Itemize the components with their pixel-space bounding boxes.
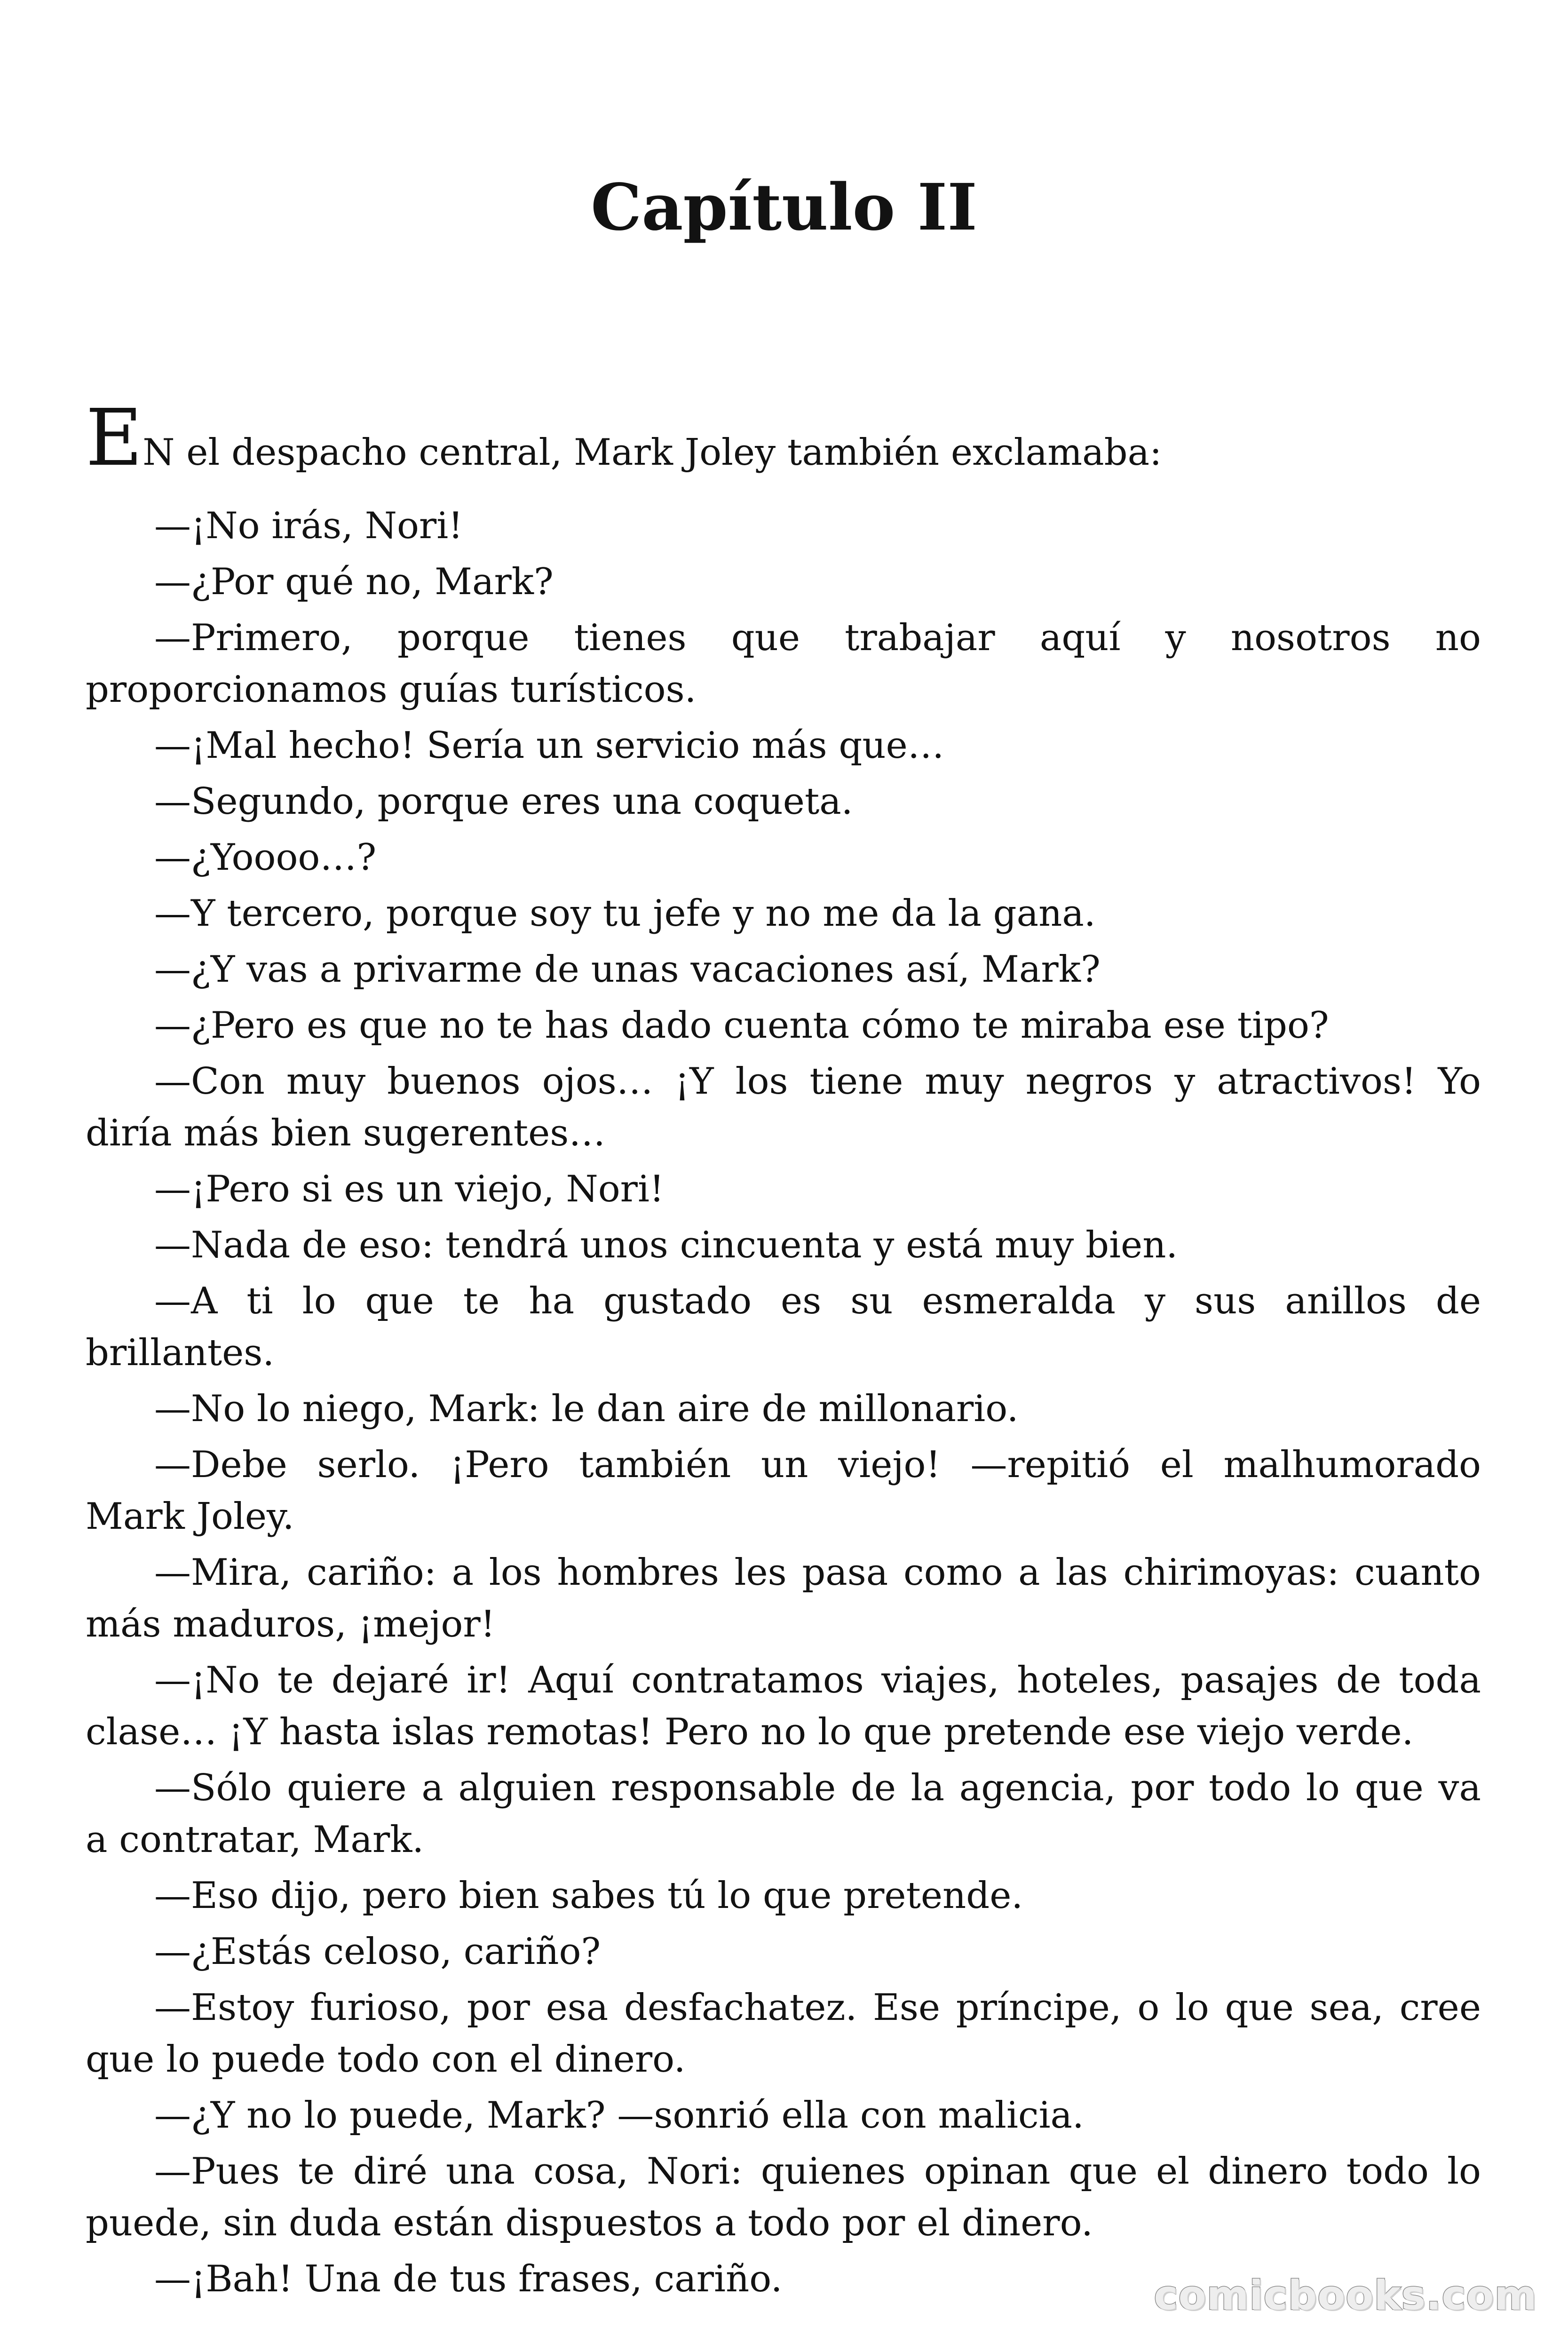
text-line: puede, sin duda están dispuestos a todo por el dinero. (86, 2202, 1093, 2244)
text-line: —¿Pero es que no te has dado cuenta cómo te miraba ese tipo? (154, 1004, 1329, 1047)
text-line: —¡No te dejaré ir! Aquí contratamos viajes, hoteles, pasajes de toda (154, 1659, 1481, 1701)
text-line: —¿Yoooo…? (154, 836, 377, 879)
dialogue-paragraph (86, 612, 1481, 715)
dialogue-paragraph (86, 500, 1481, 552)
text-line: más maduros, ¡mejor! (86, 1603, 496, 1645)
text-line: Mark Joley. (86, 1495, 294, 1538)
chapter-title: Capítulo II (591, 170, 977, 245)
opening-line-text: N el despacho central, Mark Joley también exclamaba: (143, 431, 1162, 474)
text-line: brillantes. (86, 1332, 275, 1374)
dialogue-paragraph (86, 2145, 1481, 2249)
text-line: —Mira, cariño: a los hombres les pasa como a las chirimoyas: cuanto (154, 1551, 1481, 1594)
text-line: —Estoy furioso, por esa desfachatez. Ese príncipe, o lo que sea, cree (154, 1986, 1481, 2029)
text-line: —A ti lo que te ha gustado es su esmeralda y sus anillos de (154, 1280, 1481, 1322)
opening-paragraph (86, 393, 1481, 484)
text-line: —¿Estás celoso, cariño? (154, 1931, 601, 1973)
text-line: —¡Mal hecho! Sería un servicio más que… (154, 724, 944, 767)
text-line: —Con muy buenos ojos… ¡Y los tiene muy negros y atractivos! Yo (154, 1060, 1481, 1103)
text-line: —¿Y no lo puede, Mark? —sonrió ella con malicia. (154, 2094, 1084, 2137)
dialogue-paragraph (86, 832, 1481, 883)
text-line: —¿Por qué no, Mark? (154, 561, 554, 603)
chapter-body (86, 393, 1481, 2305)
dialogue-paragraph (86, 1056, 1481, 1159)
dialogue-paragraph (86, 888, 1481, 939)
dialogue-paragraph (86, 1654, 1481, 1758)
dialogue-paragraph (86, 1926, 1481, 1978)
dialogue-paragraph (86, 720, 1481, 771)
drop-cap-initial: E (86, 393, 143, 484)
dialogue-paragraph (86, 1275, 1481, 1379)
text-line: que lo puede todo con el dinero. (86, 2038, 686, 2081)
text-line: —¿Y vas a privarme de unas vacaciones así, Mark? (154, 948, 1101, 991)
text-line: —Y tercero, porque soy tu jefe y no me da la gana. (154, 892, 1096, 935)
text-line: —Nada de eso: tendrá unos cincuenta y está muy bien. (154, 1224, 1178, 1266)
dialogue-paragraph (86, 556, 1481, 608)
text-line: —Debe serlo. ¡Pero también un viejo! —repitió el malhumorado (154, 1444, 1481, 1486)
dialogue-paragraph (86, 1982, 1481, 2085)
watermark: comicbooks.com (1154, 2272, 1537, 2319)
text-line: —¡No irás, Nori! (154, 505, 463, 547)
text-line: proporcionamos guías turísticos. (86, 668, 697, 711)
text-line: —¡Bah! Una de tus frases, cariño. (154, 2258, 783, 2300)
dialogue-paragraph (86, 944, 1481, 995)
text-line: a contratar, Mark. (86, 1819, 424, 1861)
text-line: —Primero, porque tienes que trabajar aquí y nosotros no (154, 617, 1481, 659)
text-line: —Segundo, porque eres una coqueta. (154, 780, 853, 823)
dialogue-paragraph (86, 1870, 1481, 1922)
dialogue-paragraph (86, 776, 1481, 827)
text-line: clase… ¡Y hasta islas remotas! Pero no lo que pretende ese viejo verde. (86, 1711, 1414, 1753)
text-line: —Pues te diré una cosa, Nori: quienes opinan que el dinero todo lo (154, 2150, 1481, 2193)
text-line (86, 393, 1481, 484)
dialogue-paragraph (86, 1000, 1481, 1051)
dialogue-paragraph (86, 1439, 1481, 1542)
text-line: —Sólo quiere a alguien responsable de la agencia, por todo lo que va (154, 1767, 1481, 1809)
dialogue-paragraph (86, 1219, 1481, 1271)
dialogue-paragraph (86, 1762, 1481, 1866)
text-line: —No lo niego, Mark: le dan aire de millonario. (154, 1388, 1019, 1430)
dialogue-paragraph (86, 1547, 1481, 1650)
text-line: diría más bien sugerentes… (86, 1112, 606, 1154)
dialogue-paragraph (86, 2090, 1481, 2141)
dialogue-paragraph (86, 1383, 1481, 1435)
dialogue-paragraph (86, 1163, 1481, 1215)
text-line: —¡Pero si es un viejo, Nori! (154, 1168, 665, 1210)
text-line: —Eso dijo, pero bien sabes tú lo que pretende. (154, 1875, 1023, 1917)
